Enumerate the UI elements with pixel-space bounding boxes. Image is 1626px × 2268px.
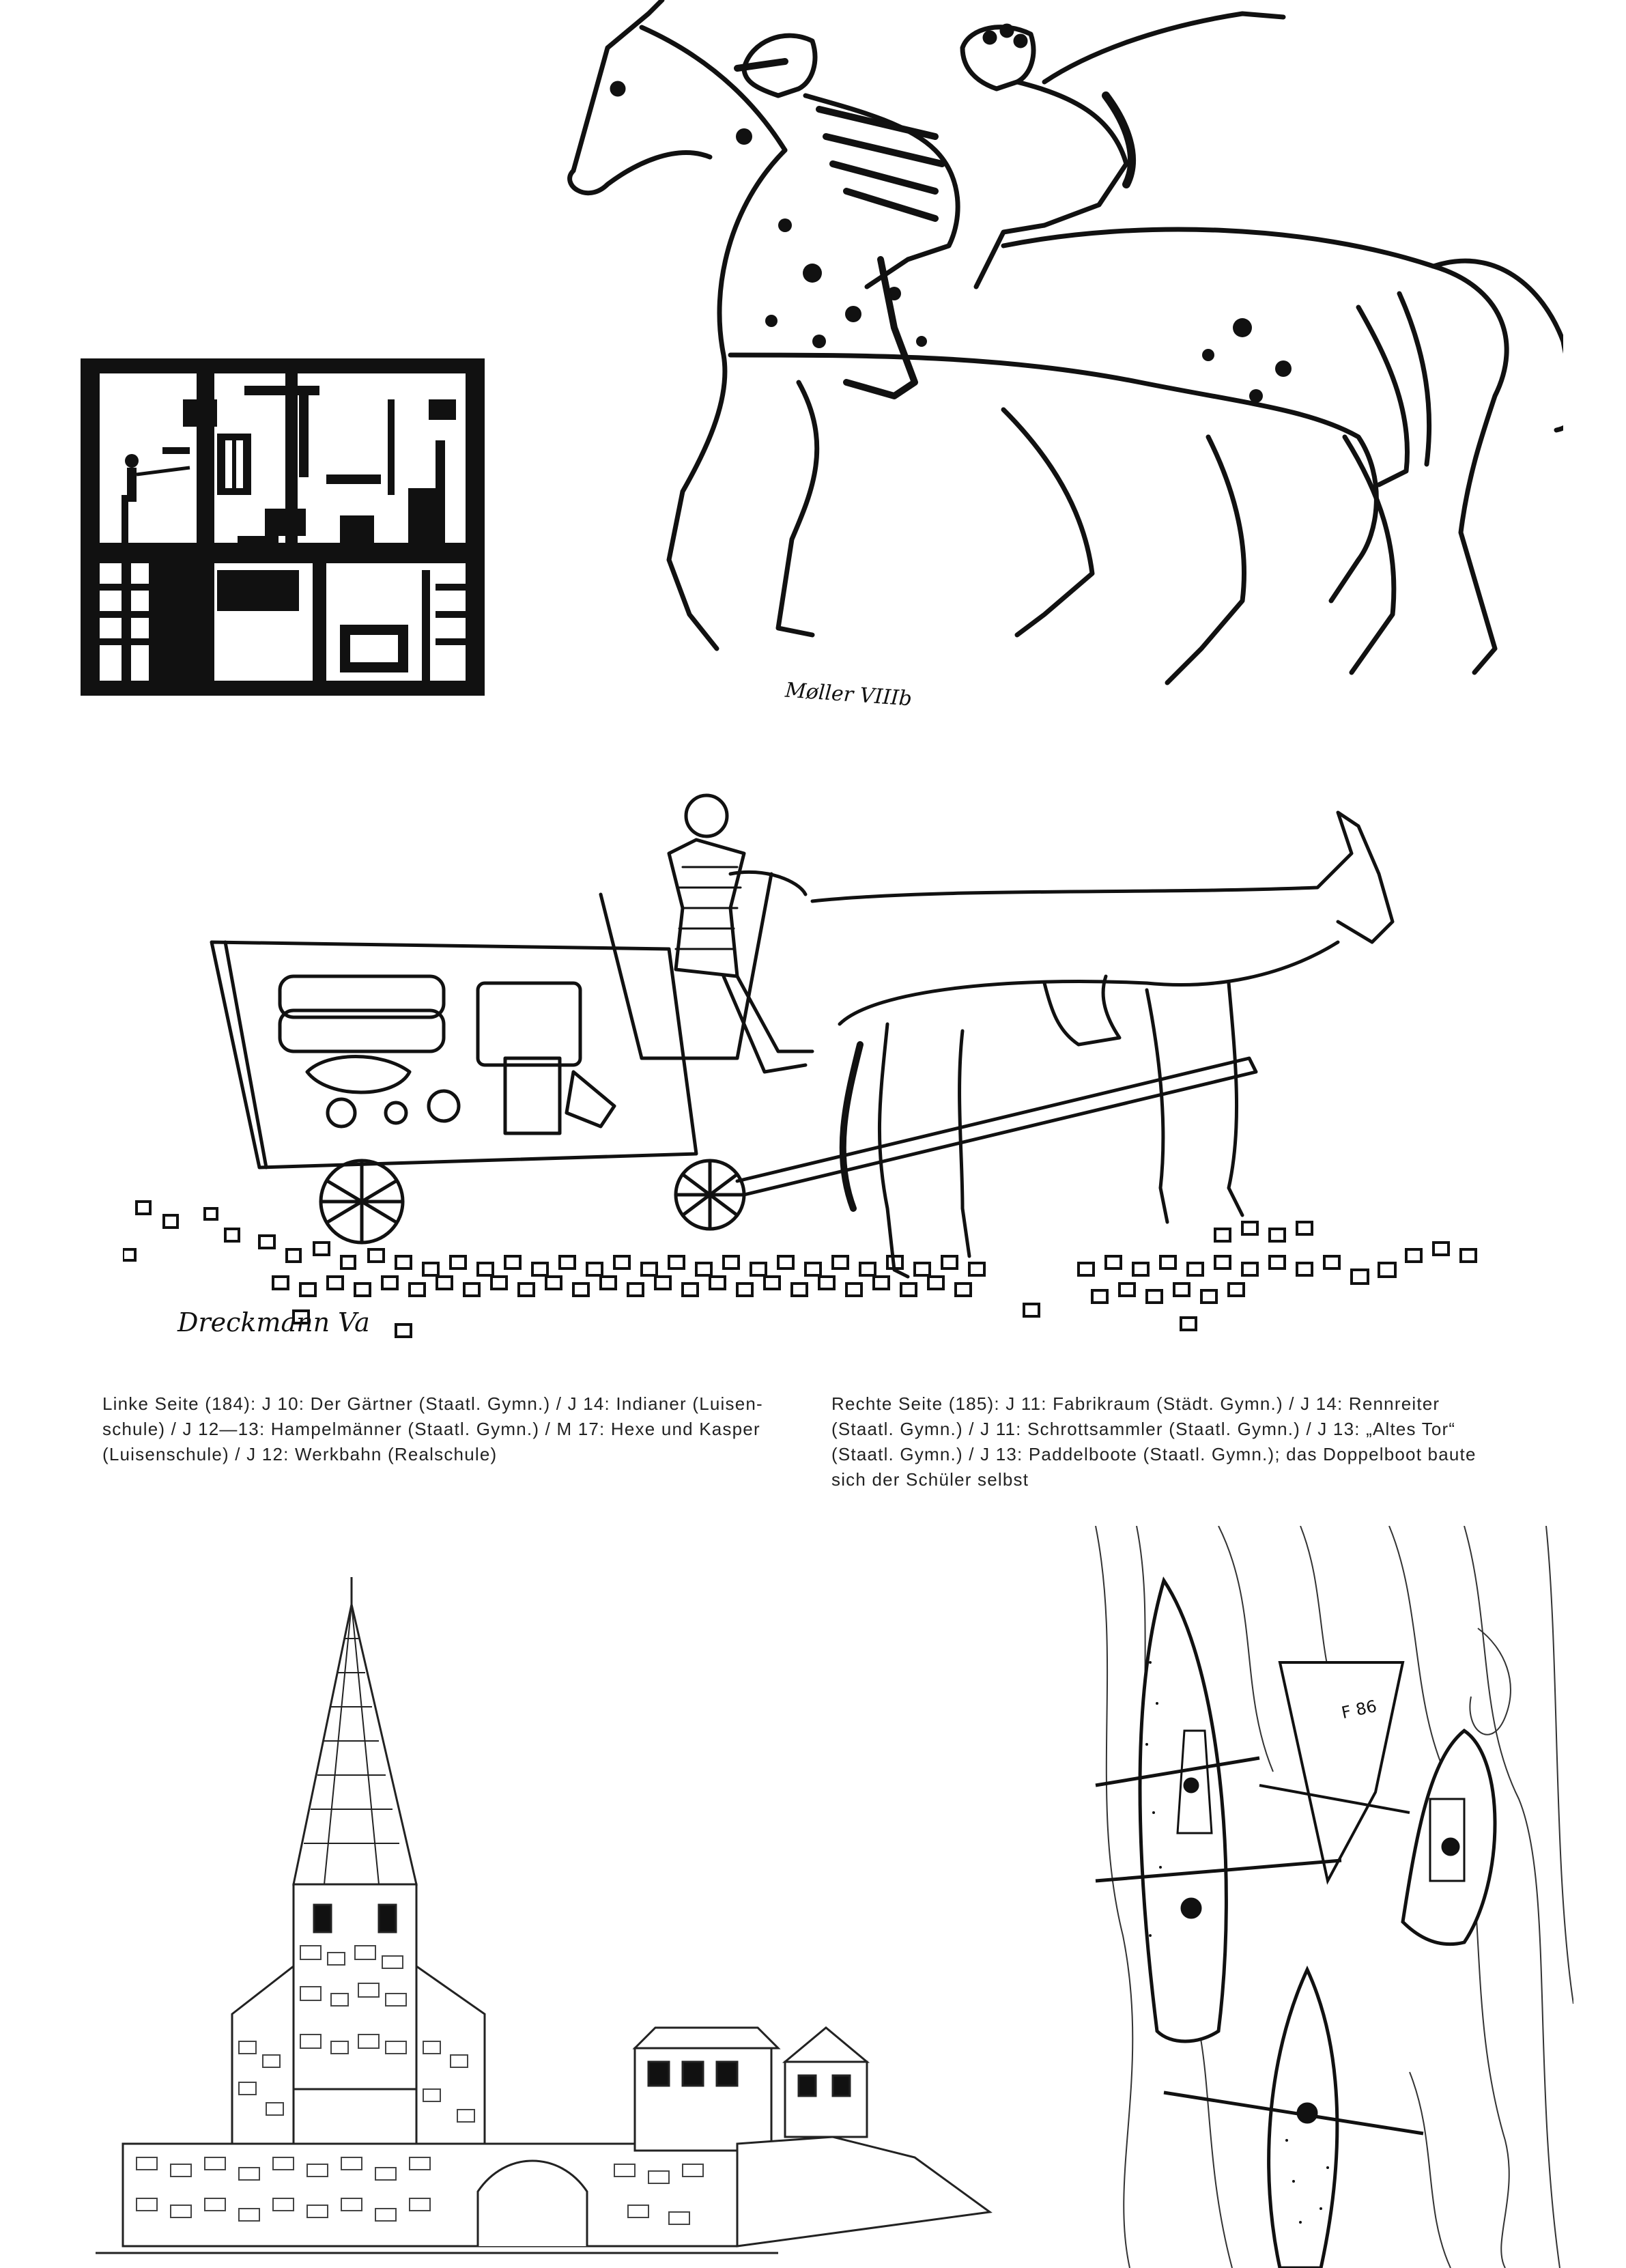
boat-label: F 86 xyxy=(1339,1696,1379,1723)
caption-line: schule) / J 12—13: Hampelmänner (Staatl. Gymn.) / M 17: Hexe und Kasper xyxy=(102,1419,760,1439)
caption-line: sich der Schüler selbst xyxy=(831,1469,1029,1490)
racing-riders-drawing xyxy=(526,0,1563,717)
caption-line: Linke Seite (184): J 10: Der Gärtner (Staatl. Gymn.) / J 14: Indianer (Luisen- xyxy=(102,1393,763,1414)
cart-artist-signature: Dreckmann Va xyxy=(177,1307,370,1337)
caption-right xyxy=(831,1391,1522,1492)
old-gate-drawing xyxy=(96,1563,1003,2268)
factory-room-cutout xyxy=(81,358,485,696)
caption-line: (Staatl. Gymn.) / J 13: Paddelboote (Staatl. Gymn.); das Doppelboot baute xyxy=(831,1444,1477,1464)
caption-left xyxy=(102,1391,799,1467)
scrap-collector-drawing xyxy=(123,785,1509,1352)
caption-line: (Luisenschule) / J 12: Werkbahn (Realschule) xyxy=(102,1444,498,1464)
paddle-boats-drawing xyxy=(1082,1526,1573,2268)
rider-artist-signature: Møller VIIIb xyxy=(784,678,913,711)
caption-line: (Staatl. Gymn.) / J 11: Schrottsammler (Staatl. Gymn.) / J 13: „Altes Tor“ xyxy=(831,1419,1456,1439)
caption-line: Rechte Seite (185): J 11: Fabrikraum (Städt. Gymn.) / J 14: Rennreiter xyxy=(831,1393,1440,1414)
